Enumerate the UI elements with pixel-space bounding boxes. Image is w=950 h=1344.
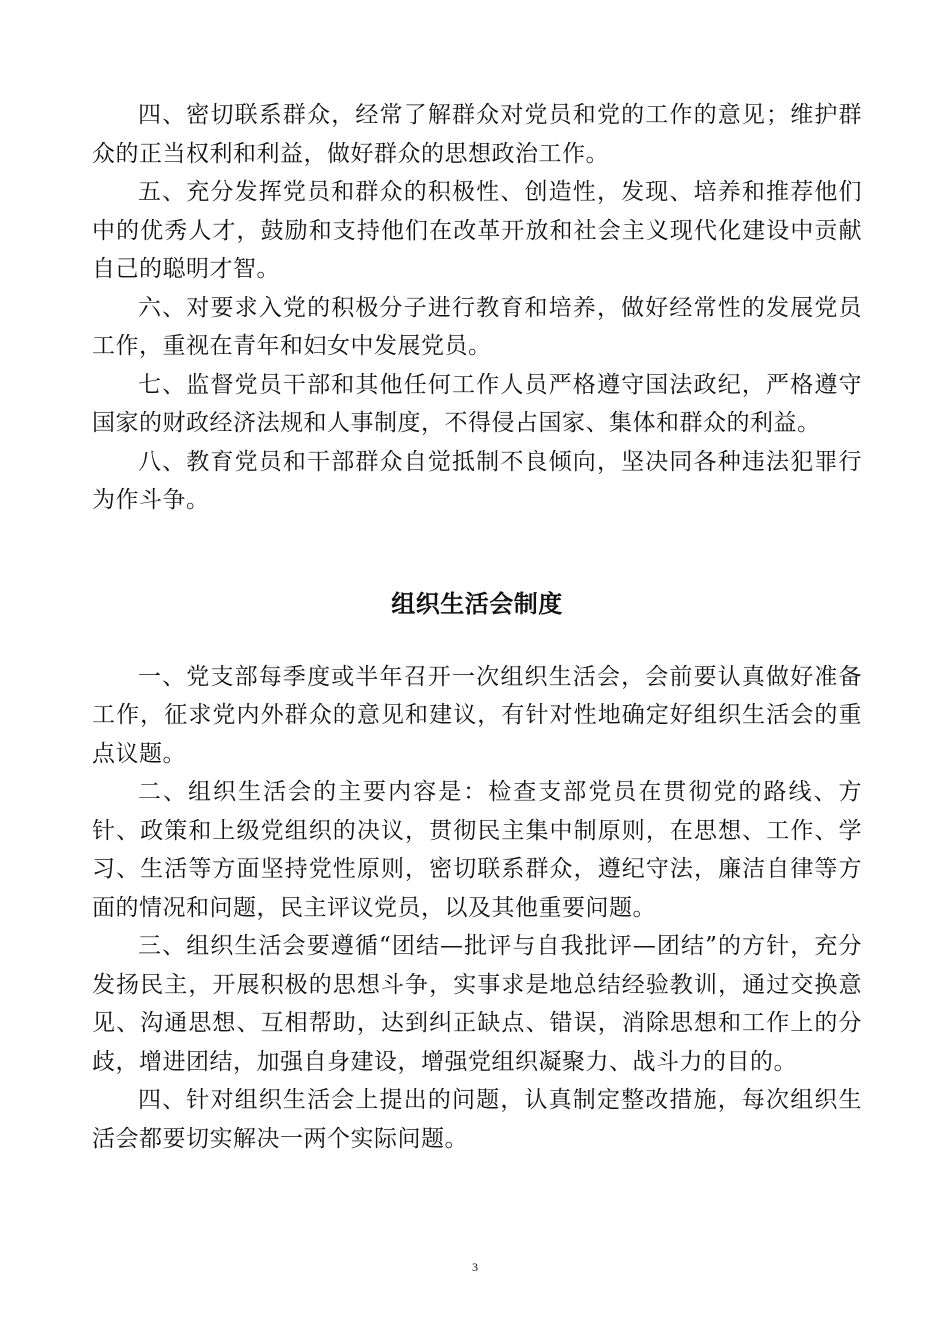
paragraph-item-4: 四、密切联系群众，经常了解群众对党员和党的工作的意见；维护群众的正当权利和利益，做好群众的思想政治工作。 [92, 102, 862, 167]
page-number: 3 [472, 1260, 478, 1274]
paragraph-item-5: 五、充分发挥党员和群众的积极性、创造性，发现、培养和推荐他们中的优秀人才，鼓励和支持他们在改革开放和社会主义现代化建设中贡献自己的聪明才智。 [92, 179, 862, 282]
document-page [92, 96, 862, 1158]
section-title: 组织生活会制度 [391, 589, 563, 618]
paragraph-item-8: 八、教育党员和干部群众自觉抵制不良倾向，坚决同各种违法犯罪行为作斗争。 [92, 448, 862, 513]
paragraph-item-7: 七、监督党员干部和其他任何工作人员严格遵守国法政纪，严格遵守国家的财政经济法规和人事制度，不得侵占国家、集体和群众的利益。 [92, 371, 862, 436]
section-paragraph-2: 二、组织生活会的主要内容是：检查支部党员在贯彻党的路线、方针、政策和上级党组织的决议，贯彻民主集中制原则，在思想、工作、学习、生活等方面坚持党性原则，密切联系群众，遵纪守法，廉洁自律等方面的情况和问题，民主评议党员，以及其他重要问题。 [92, 779, 862, 921]
section-paragraph-3: 三、组织生活会要遵循“团结—批评与自我批评—团结”的方针，充分发扬民主，开展积极的思想斗争，实事求是地总结经验教训，通过交换意见、沟通思想、互相帮助，达到纠正缺点、错误，消除思想和工作上的分歧，增进团结，加强自身建设，增强党组织凝聚力、战斗力的目的。 [92, 933, 862, 1075]
section-paragraph-1: 一、党支部每季度或半年召开一次组织生活会，会前要认真做好准备工作，征求党内外群众的意见和建议，有针对性地确定好组织生活会的重点议题。 [92, 663, 862, 767]
section-paragraph-4: 四、针对组织生活会上提出的问题，认真制定整改措施，每次组织生活会都要切实解决一两个实际问题。 [92, 1087, 862, 1152]
section-spacer [92, 520, 862, 588]
title-spacer [92, 620, 862, 658]
paragraph-item-6: 六、对要求入党的积极分子进行教育和培养，做好经常性的发展党员工作，重视在青年和妇女中发展党员。 [92, 294, 862, 359]
